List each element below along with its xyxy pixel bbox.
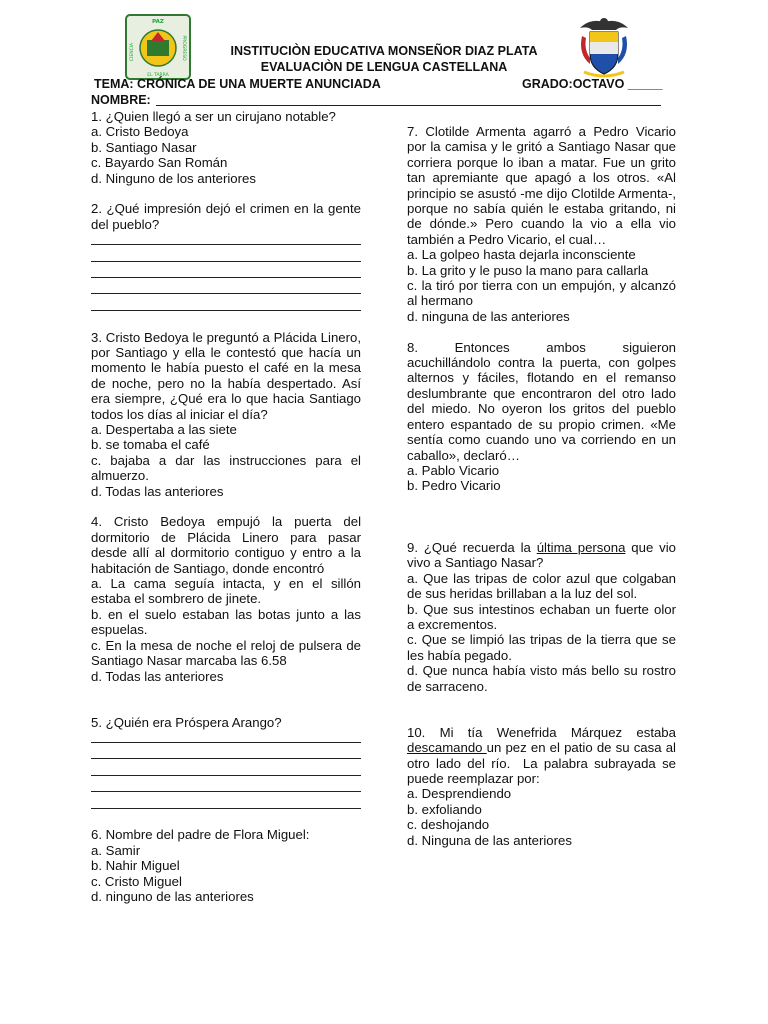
option: a. La golpeo hasta dejarla inconsciente (407, 247, 636, 263)
option: a. Despertaba a las siete (91, 422, 237, 438)
option: c. la tiró por tierra con un empujón, y alcanzó al hermano (407, 278, 676, 309)
option: a. Pablo Vicario (407, 462, 500, 478)
answer-line[interactable] (91, 281, 361, 294)
question-stem: 2. ¿Qué impresión dejó el crimen en la gente del pueblo? (91, 201, 361, 232)
question-4 (91, 514, 361, 683)
underlined-phrase: última persona (536, 539, 626, 555)
logo-paz: PAZ (152, 19, 164, 25)
option: b. Nahir Miguel (91, 858, 180, 874)
question-3 (91, 330, 361, 499)
option: c. deshojando (407, 817, 490, 833)
logo-ciencia: CIENCIA (130, 42, 135, 62)
option: d. ninguno de las anteriores (91, 889, 254, 905)
name-label: NOMBRE: (91, 93, 151, 107)
question-stem: 8. Entonces ambos siguieron acuchillándolo contra la puerta, con golpes alternos y fáciles, flotando en el remanso deslumbrante que encontraron del otro lado del miedo. No oyeron los gritos del pueblo entero espantado de su propio crimen. «Me sentía como cuando uno va corriendo en un caballo», declaró… (407, 339, 680, 463)
answer-line[interactable] (91, 265, 361, 278)
option: b. exfoliando (407, 801, 482, 817)
option: a. Samir (91, 842, 141, 858)
option: d. Todas las anteriores (91, 668, 224, 684)
option: b. Que sus intestinos echaban un fuerte olor a excrementos. (407, 601, 676, 632)
option: b. en el suelo estaban las botas junto a las espuelas. (91, 606, 361, 638)
option: d. Ninguna de las anteriores (407, 832, 572, 848)
option: a. Desprendiendo (407, 786, 512, 802)
answer-line[interactable] (91, 796, 361, 809)
option: a. Cristo Bedoya (91, 124, 189, 140)
logo-el-tarra: EL TARRA (147, 73, 169, 78)
answer-line[interactable] (91, 763, 361, 776)
question-stem: 3. Cristo Bedoya le preguntó a Plácida Linero, por Santiago y ella le contestó que hacía un momento le había puesto el café en la mesa de noche, pero no la había despertado. Así era siempre, ¿Qué era lo que hacia Santiago todos los días al iniciar el día? (91, 329, 361, 422)
left-column (91, 109, 361, 904)
question-stem: 10. Mi tía Wenefrida Márquez estaba descamando un pez en el patio de su casa al otro lado del río. La palabra subrayada se puede reemplazar por: (407, 724, 680, 786)
answer-line[interactable] (91, 249, 361, 262)
option: c. En la mesa de noche el reloj de pulsera de Santiago Nasar marcaba las 6.58 (91, 637, 361, 669)
name-answer-line[interactable] (156, 105, 661, 106)
option: c. Cristo Miguel (91, 873, 182, 889)
logo-progreso: PROGRESO (181, 35, 186, 61)
question-7 (407, 124, 676, 324)
answer-line[interactable] (91, 730, 361, 743)
grade-label: GRADO:OCTAVO _____ (522, 77, 663, 91)
question-9 (407, 540, 676, 694)
option: c. Que se limpió las tripas de la tierra que se les había pegado. (407, 632, 676, 663)
option: c. bajaba a dar las instrucciones para el almuerzo. (91, 452, 361, 484)
option: b. se tomaba el café (91, 437, 210, 453)
evaluation-title: EVALUACIÒN DE LENGUA CASTELLANA (260, 60, 508, 74)
answer-line[interactable] (91, 746, 361, 759)
option: d. Ninguno de los anteriores (91, 170, 256, 186)
option: b. Santiago Nasar (91, 139, 197, 155)
question-1 (91, 109, 361, 186)
answer-line[interactable] (91, 232, 361, 245)
institution-title: INSTITUCIÒN EDUCATIVA MONSEÑOR DIAZ PLATA (230, 44, 538, 58)
question-stem: 9. ¿Qué recuerda la última persona que vio vivo a Santiago Nasar? (407, 539, 676, 571)
question-6 (91, 827, 361, 904)
answer-line[interactable] (91, 779, 361, 792)
question-stem: 4. Cristo Bedoya empujó la puerta del dormitorio de Plácida Linero para pasar desde allí al dormitorio contiguo y entro a la habitación de Santiago, donde encontró (91, 514, 361, 576)
right-column (407, 124, 680, 848)
option: a. Que las tripas de color azul que colgaban de sus heridas brillaban a la luz del sol. (407, 570, 676, 602)
option: b. La grito y le puso la mano para callarla (407, 262, 649, 278)
option: a. La cama seguía intacta, y en el sillón estaba el sombrero de jinete. (91, 576, 361, 607)
question-5 (91, 715, 361, 809)
question-8 (407, 339, 680, 494)
option: d. ninguna de las anteriores (407, 308, 570, 324)
option: d. Que nunca había visto más bello su rostro de sarraceno. (407, 663, 676, 694)
underlined-word: descamando (407, 740, 487, 756)
topic-label: TEMA: CRÓNICA DE UNA MUERTE ANUNCIADA (94, 77, 381, 91)
question-stem: 5. ¿Quién era Próspera Arango? (91, 714, 282, 730)
question-2 (91, 201, 361, 310)
question-stem: 1. ¿Quien llegó a ser un cirujano notable? (91, 109, 336, 124)
answer-line[interactable] (91, 298, 361, 311)
question-stem: 7. Clotilde Armenta agarró a Pedro Vicario por la camisa y le gritó a Santiago Nasar que corriera porque lo iban a matar. Fue un grito tan apremiante que apagó a los otros. «Al principio se asustó -me dijo Clotilde Armenta-, porque no sabía quién le estaba gritando, ni de dónde.» Pero cuando la vio a ella vio también a Pedro Vicario, el cual… (407, 124, 676, 247)
question-stem: 6. Nombre del padre de Flora Miguel: (91, 827, 310, 843)
question-10 (407, 724, 680, 848)
option: d. Todas las anteriores (91, 483, 224, 499)
option: c. Bayardo San Román (91, 155, 228, 171)
option: b. Pedro Vicario (407, 478, 501, 494)
